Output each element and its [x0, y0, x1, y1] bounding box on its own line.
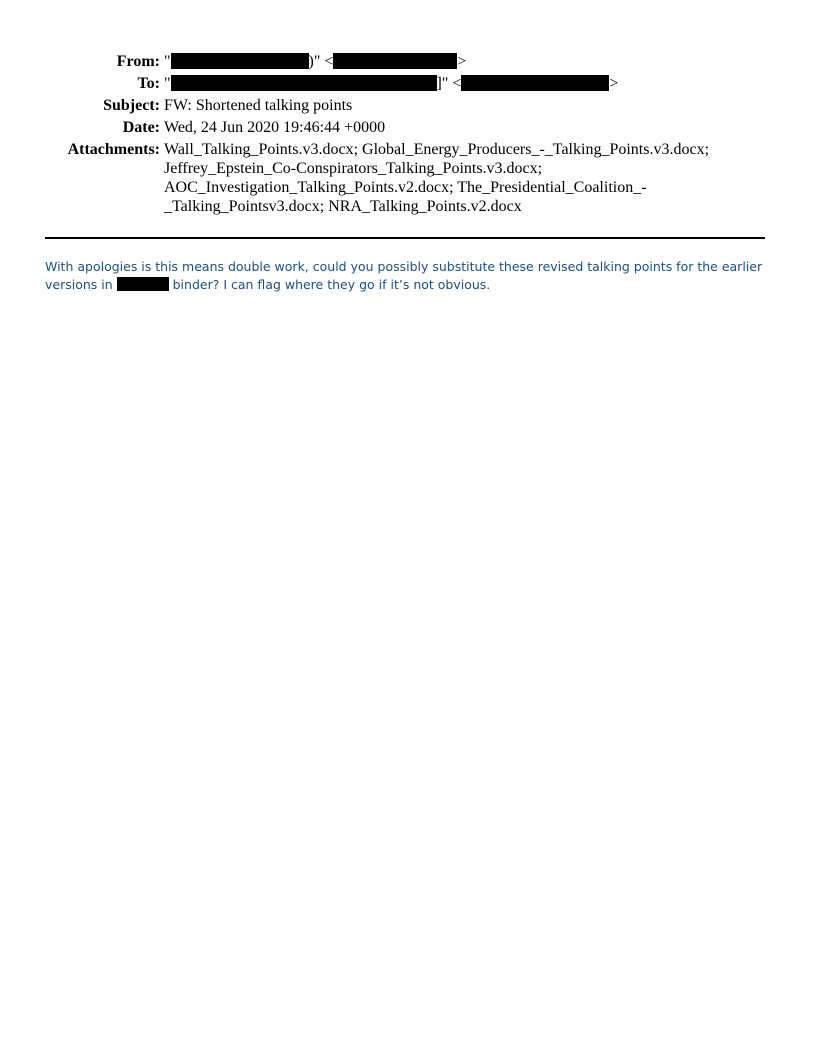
from-value [164, 52, 754, 71]
attachments-label: Attachments: [67, 141, 160, 158]
from-after-name: )" < [308, 53, 334, 70]
email-header [0, 52, 816, 219]
header-divider [45, 237, 765, 239]
to-close: > [609, 75, 619, 92]
date-row [0, 118, 816, 137]
attachments-row [0, 140, 816, 216]
to-after-name: ]" < [436, 75, 462, 92]
to-name-redaction [171, 75, 437, 91]
to-quote-open: " [164, 75, 171, 92]
to-value [164, 74, 754, 93]
from-name-redaction [171, 53, 309, 69]
date-label: Date: [122, 119, 160, 136]
to-email-redaction [461, 75, 609, 91]
subject-row [0, 96, 816, 115]
body-text-after: binder? I can flag where they go if it’s not obvious. [168, 277, 491, 292]
from-quote-open: " [164, 53, 171, 70]
from-label: From: [116, 53, 160, 70]
from-email-redaction [333, 53, 457, 69]
subject-label: Subject: [103, 97, 160, 114]
body-text-before: With apologies is this means double work, could you possibly substitute these revised talking points for the earlier versions in [45, 259, 763, 292]
body-redaction [117, 277, 169, 291]
from-row [0, 52, 816, 71]
to-label: To: [137, 75, 160, 92]
date-value: Wed, 24 Jun 2020 19:46:44 +0000 [164, 119, 386, 136]
attachments-value: Wall_Talking_Points.v3.docx; Global_Energy_Producers_-_Talking_Points.v3.docx; Jeffrey_Epstein_Co-Conspirators_Talking_Points.v3.docx; AOC_Investigation_Talking_Points.v2.docx; The_Presidential_Coalition_-_Talking_Pointsv3.docx; NRA_Talking_Points.v2.docx [164, 141, 710, 215]
from-close: > [457, 53, 467, 70]
subject-value: FW: Shortened talking points [164, 97, 353, 114]
email-body [45, 258, 765, 294]
to-row [0, 74, 816, 93]
